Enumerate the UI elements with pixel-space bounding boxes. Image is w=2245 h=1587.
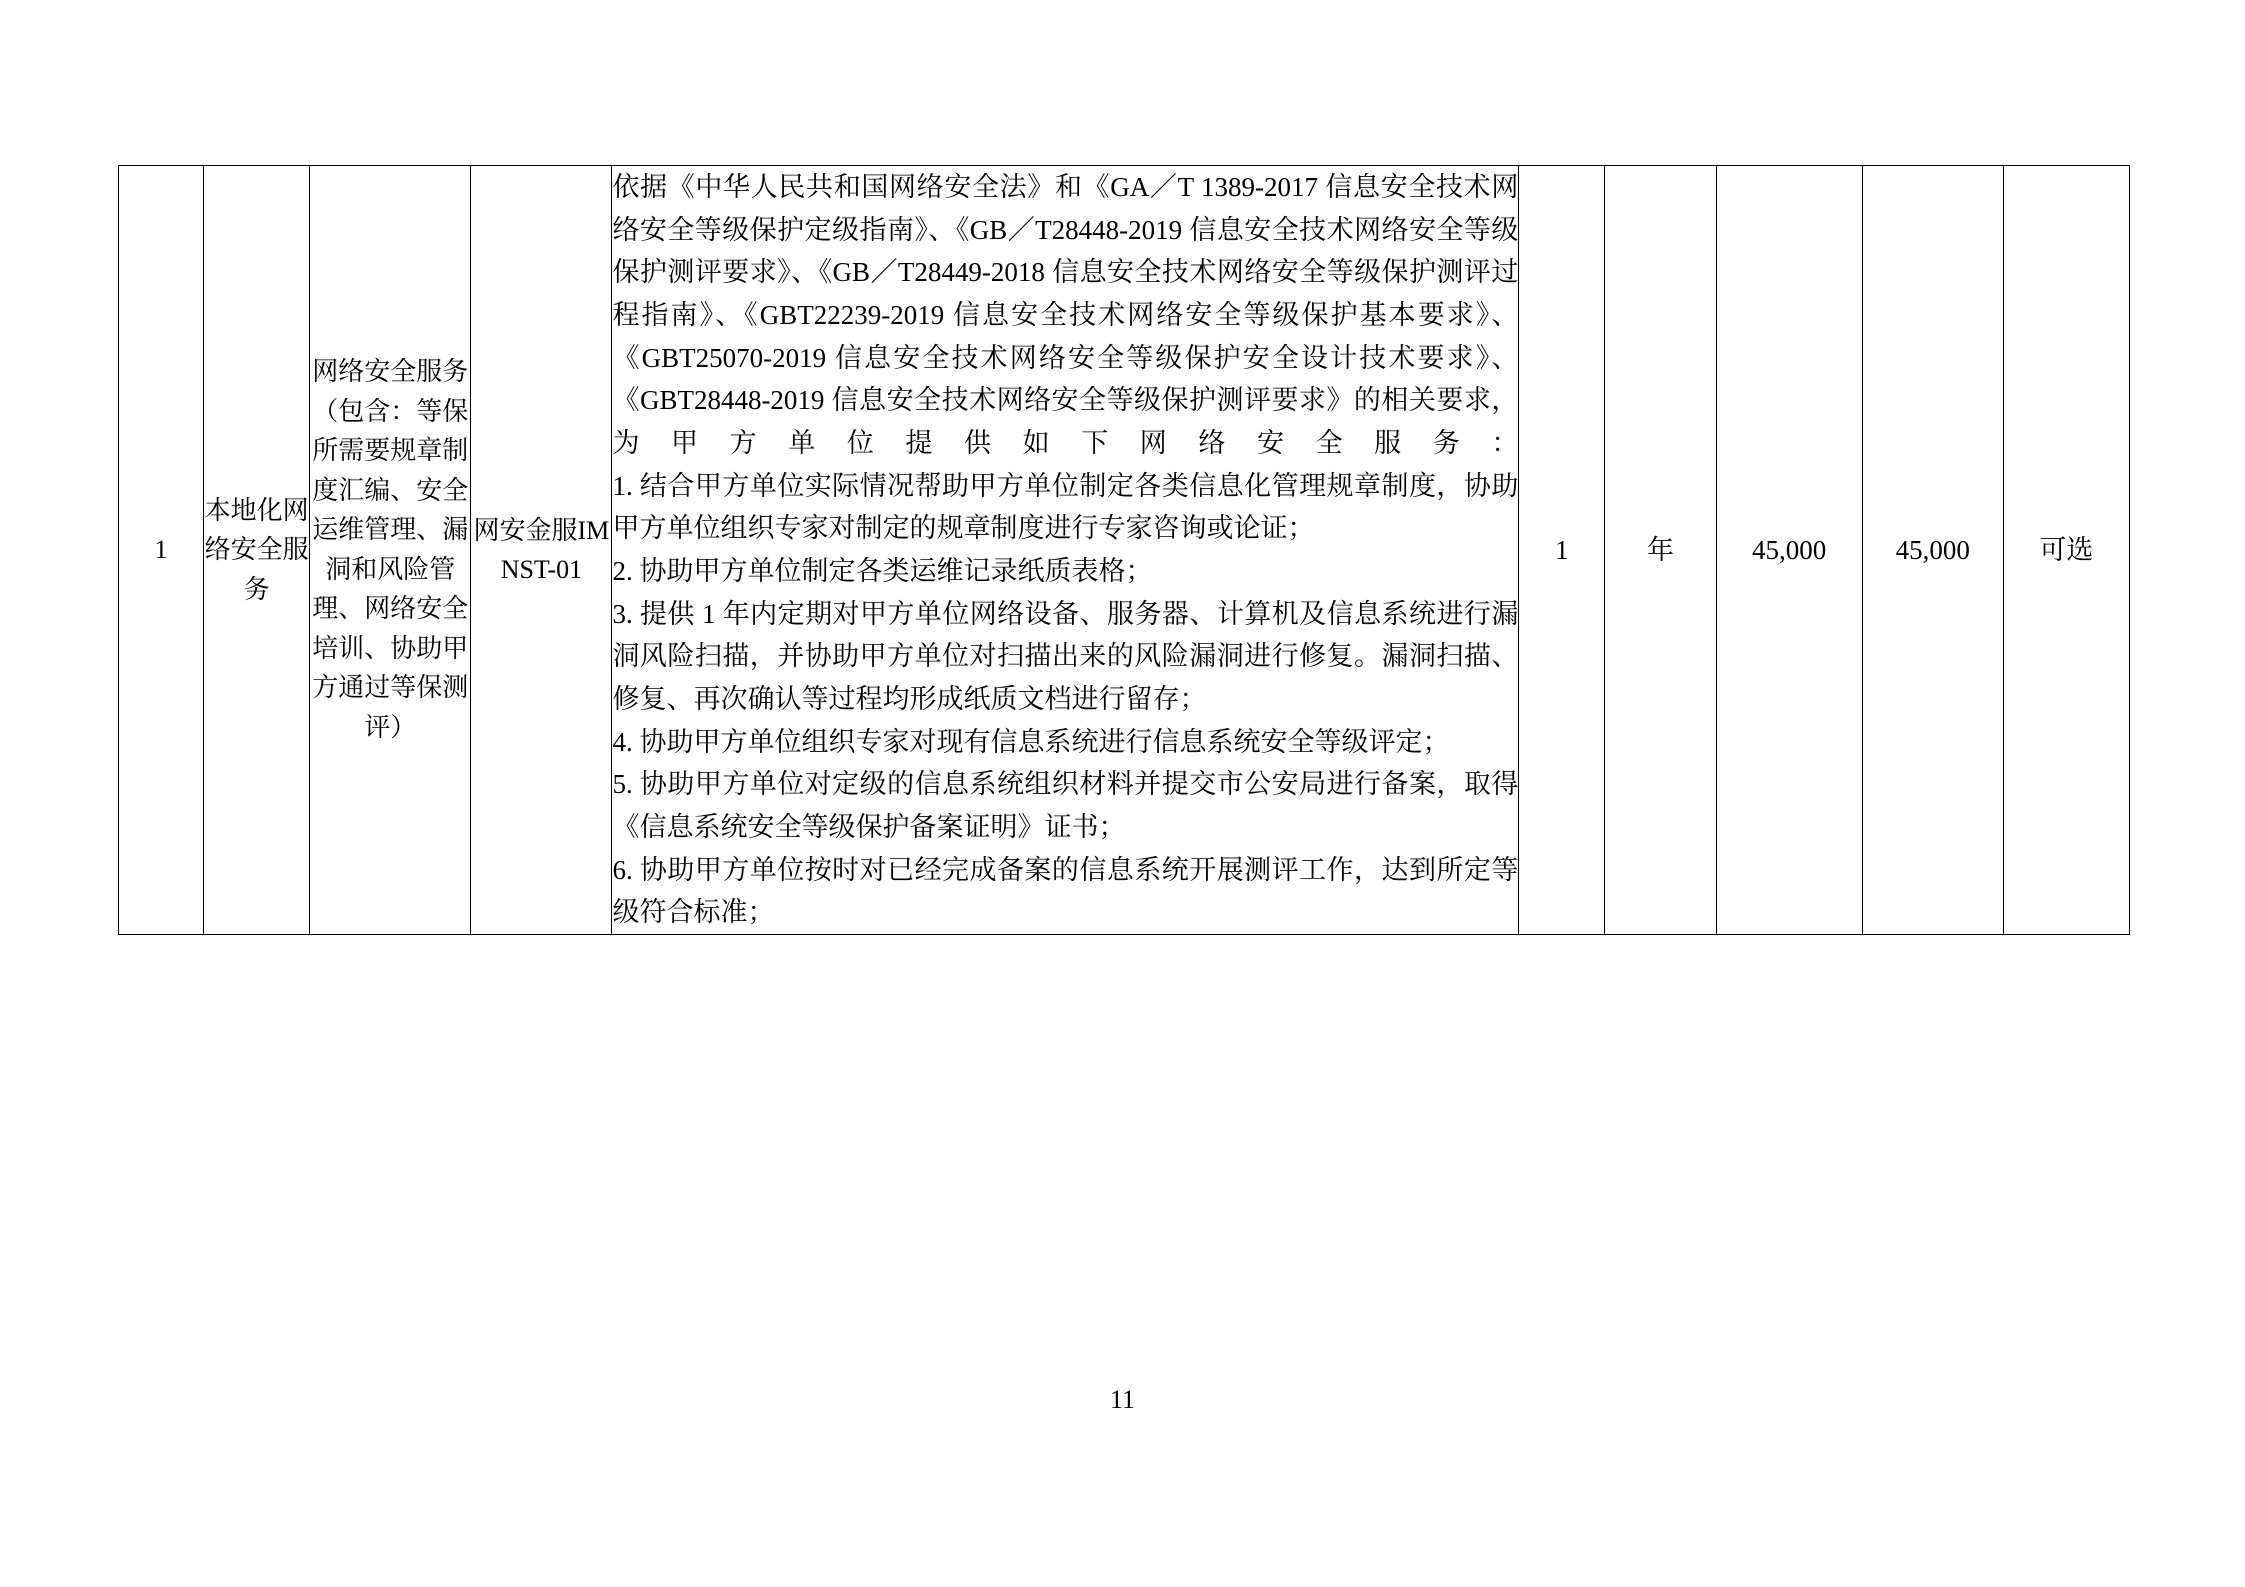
description-paragraph-5: 4. 协助甲方单位组织专家对现有信息系统进行信息系统安全等级评定；: [612, 726, 1450, 757]
cell-model: 网安金服IMNST-01: [471, 166, 612, 935]
cell-total-price: 45,000: [1862, 166, 2003, 935]
description-paragraph-1: 依据《中华人民共和国网络安全法》和《GA／T 1389-2017 信息安全技术网络安全等级保护定级指南》、《GB／T28448-2019 信息安全技术网络安全等级保护测评要求》、《GB／T28449-2018 信息安全技术网络安全等级保护测评过程指南》、《GBT22239-2019 信息安全技术网络安全等级保护基本要求》、《GBT25070-2019 信息安全技术网络安全等级保护安全设计技术要求》、《GBT28448-2019 信息安全技术网络安全等级保护测评要求》的相关要求，为甲方单位提供如下网络安全服务：: [612, 172, 1519, 458]
cell-description: [612, 166, 1519, 935]
cell-unit: 年: [1605, 166, 1716, 935]
cell-unit-price: 45,000: [1716, 166, 1862, 935]
cell-quantity: 1: [1519, 166, 1605, 935]
page-number: 11: [1109, 1385, 1136, 1414]
cell-item-detail: 网络安全服务（包含：等保所需要规章制度汇编、安全运维管理、漏洞和风险管理、网络安全培训、协助甲方通过等保测评）: [310, 166, 471, 935]
description-paragraph-4: 3. 提供 1 年内定期对甲方单位网络设备、服务器、计算机及信息系统进行漏洞风险扫描，并协助甲方单位对扫描出来的风险漏洞进行修复。漏洞扫描、修复、再次确认等过程均形成纸质文档进行留存；: [612, 598, 1519, 714]
procurement-spec-table: [118, 165, 2130, 935]
table-row: [119, 166, 2130, 935]
description-paragraph-2: 1. 结合甲方单位实际情况帮助甲方单位制定各类信息化管理规章制度，协助甲方单位组织专家对制定的规章制度进行专家咨询或论证；: [612, 470, 1519, 544]
cell-note: 可选: [2003, 166, 2129, 935]
description-paragraph-6: 5. 协助甲方单位对定级的信息系统组织材料并提交市公安局进行备案，取得《信息系统安全等级保护备案证明》证书；: [612, 769, 1519, 842]
description-paragraph-7: 6. 协助甲方单位按时对已经完成备案的信息系统开展测评工作，达到所定等级符合标准；: [612, 854, 1519, 928]
description-paragraph-3: 2. 协助甲方单位制定各类运维记录纸质表格；: [612, 555, 1153, 586]
cell-row-index: 1: [119, 166, 204, 935]
cell-item-name: 本地化网络安全服务: [204, 166, 310, 935]
